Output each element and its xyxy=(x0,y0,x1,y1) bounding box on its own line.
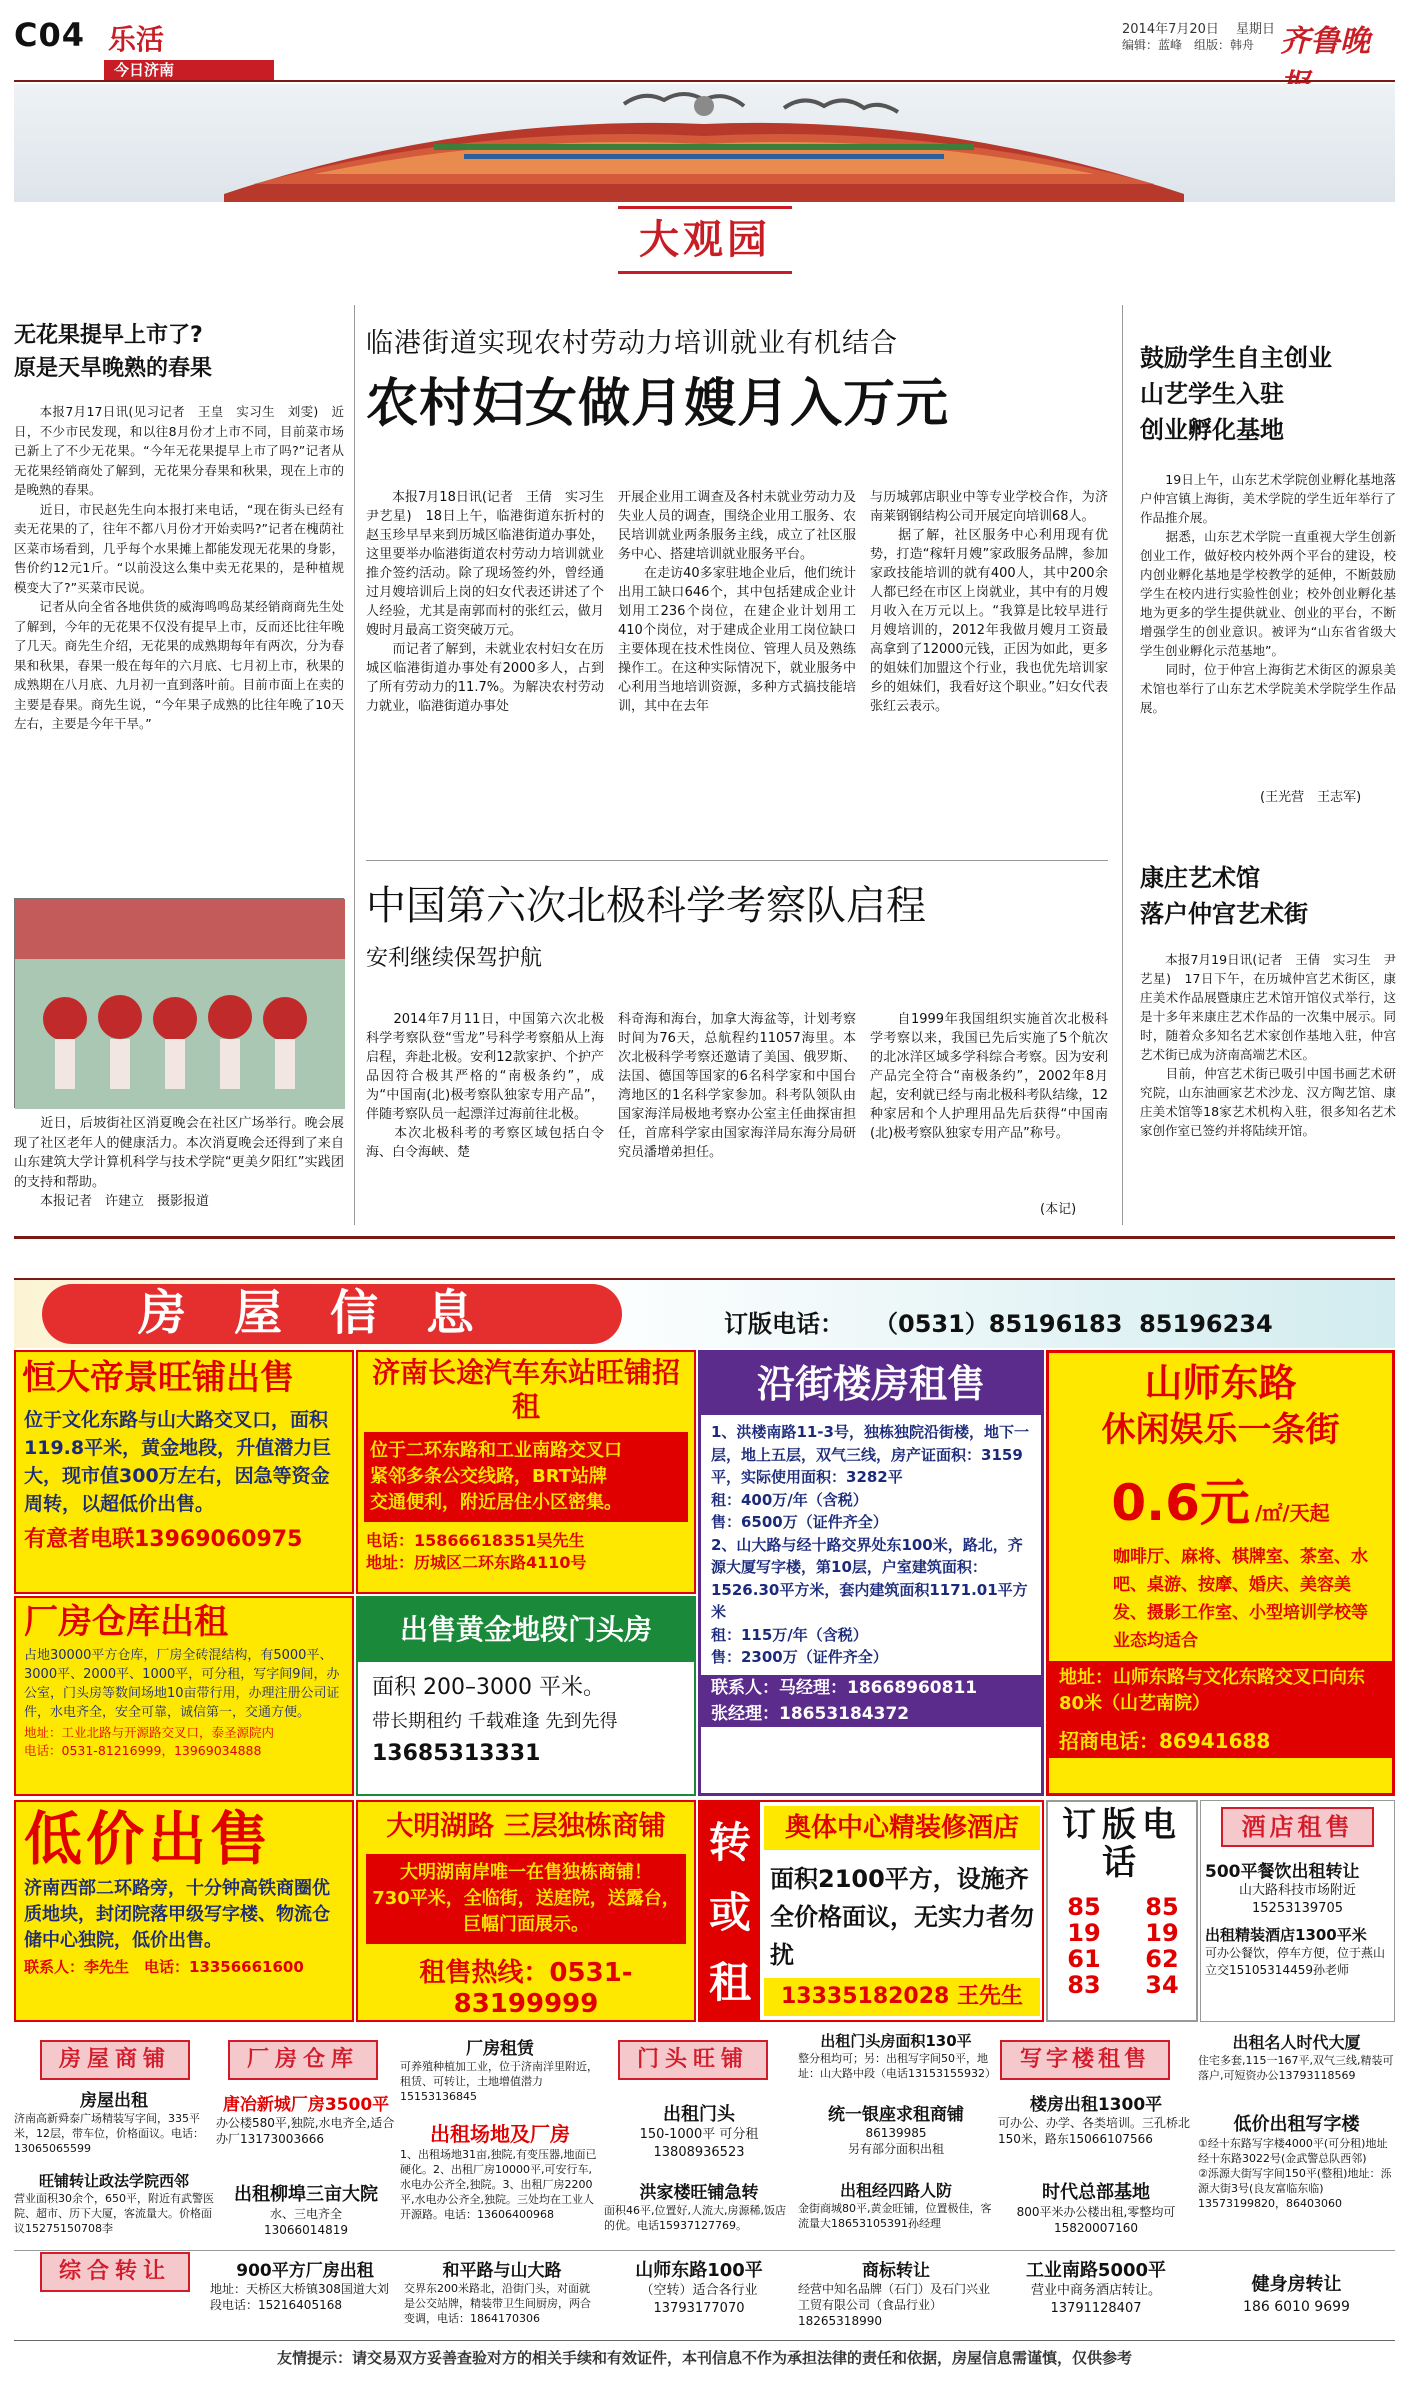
ad-gold-storefront[interactable] xyxy=(356,1596,696,1796)
ad-street-building-title: 沿街楼房租售 xyxy=(701,1353,1041,1415)
editors: 编辑：蓝峰 组版：韩舟 xyxy=(1122,38,1255,52)
class-head-housing: 房屋商铺 xyxy=(40,2040,190,2080)
ad-shanshi-phone: 招商电话：86941688 xyxy=(1049,1721,1392,1758)
article-arctic-col1: 2014年7月11日，中国第六次北极科学考察队登“雪龙”号科学考察船从上海启程，奔赴北极。安利12款家护、个护产品因符合极其严格的“南极条约”，成为“中国南(北)极考察队独家专用产品”，伴随考察队员一起漂洋过海前往北极。 本次北极科考的考察区域包括白令海、白令海峡、楚 xyxy=(366,1012,604,1160)
classified-item[interactable] xyxy=(798,2030,994,2096)
article-kangzhuang-headline: 康庄艺术馆 落户仲宫艺术街 xyxy=(1140,864,1308,928)
classified-title: 出租门头房面积130平 xyxy=(820,2032,972,2050)
ad-street-building[interactable] xyxy=(698,1350,1044,1796)
bottom-row-rule xyxy=(14,2250,1395,2251)
ad-shanshi-address: 地址：山师东路与文化东路交叉口向东80米（山艺南院） xyxy=(1049,1661,1392,1721)
ad-hotel-item1-title: 500平餐饮出租转让 xyxy=(1205,1862,1360,1882)
transfer-item[interactable] xyxy=(210,2256,400,2336)
classified-item[interactable] xyxy=(216,2090,396,2160)
ad-station-body: 位于二环东路和工业南路交叉口 紧邻多条公交线路，BRT站牌 交通便利，附近居住小区密集。 xyxy=(364,1432,688,1522)
class-head-transfer: 综合转让 xyxy=(40,2252,190,2292)
classified-title: 统一银座求租商铺 xyxy=(828,2105,964,2125)
ad-gold-phone: 13685313331 xyxy=(372,1741,541,1766)
transfer-item[interactable] xyxy=(998,2256,1194,2336)
classified-body: 86139985 另有部分面积出租 xyxy=(847,2126,944,2156)
transfer-item[interactable] xyxy=(604,2256,794,2336)
ad-street-building-contact1: 联系人：马经理：18668960811 xyxy=(701,1675,1041,1701)
dancers-image xyxy=(15,899,345,1109)
housing-phone-label: 订版电话： xyxy=(724,1310,844,1338)
housing-banner xyxy=(14,1278,1395,1348)
photo-caption: 近日，后坡街社区消夏晚会在社区广场举行。晚会展现了社区老年人的健康活力。本次消夏晚会还得到了来自山东建筑大学计算机科学与技术学院“更美夕阳红”实践团的支持和帮助。 本报记者 许建立 摄影报道 xyxy=(14,1116,344,1209)
class-head-factory: 厂房仓库 xyxy=(228,2040,378,2080)
classified-body: 150-1000平 可分租 13808936523 xyxy=(639,2127,759,2160)
transfer-title: 工业南路5000平 xyxy=(1025,2260,1167,2281)
article-art-incubator-headline: 鼓励学生自主创业 山艺学生入驻 创业孵化基地 xyxy=(1140,344,1332,444)
housing-phone-value: （0531）85196183 85196234 xyxy=(874,1310,1273,1338)
ad-shanshi-price-row xyxy=(1049,1463,1392,1535)
classified-item[interactable] xyxy=(998,2090,1194,2170)
article-yuesao-col1: 本报7月18日讯(记者 王倩 实习生 尹艺星) 18日上午，临港街道东折村的赵玉珍早早来到历城区临港街道办事处，这里要举办临港街道农村劳动力培训就业推介签约活动。除了现场签约外，曾经通过月嫂培训后上岗的妇女代表还讲述了个人经验，尤其是南郭而村的张红云，做月嫂时月最高工资突破万元。 而记者了解到，未就业农村妇女在历城区临港街道办事处有2000多人，占到了所有劳动力的11.7%。为解决农村劳动力就业，临港街道办事处 xyxy=(366,490,604,714)
classified-title: 楼房出租1300平 xyxy=(1029,2095,1163,2115)
transfer-body: 交界东200米路北，沿街门头，对面就是公交站牌，精装带卫生间厨房，两合变调，电话：1864170306 xyxy=(404,2282,591,2325)
transfer-title: 商标转让 xyxy=(862,2261,930,2281)
classified-item[interactable] xyxy=(1198,2110,1395,2248)
ad-hotel-item1-body: 山大路科技市场附近 15253139705 xyxy=(1238,1883,1356,1916)
article-arctic-headline: 中国第六次北极科学考察队启程 xyxy=(366,883,926,929)
pavilion-roof-image xyxy=(14,84,1395,202)
column-banner xyxy=(14,84,1395,202)
classified-title: 出租场地及厂房 xyxy=(430,2122,570,2146)
page-header xyxy=(14,16,1395,79)
banner-title-box xyxy=(618,206,792,274)
classified-item[interactable] xyxy=(998,2178,1194,2248)
ad-factory-title: 厂房仓库出租 xyxy=(24,1602,228,1642)
classified-body: 济南高新舜泰广场精装写字间，335平米，12层，带车位，价格面议。电话：13065065599 xyxy=(14,2112,204,2155)
ad-long-distance-station[interactable] xyxy=(356,1350,696,1594)
article-arctic-col3: 自1999年我国组织实施首次北极科学考察以来，我国已先后实施了5个航次的北冰洋区域多学科综合考察。因为安利产品完全符合“南极条约”，2002年8月起，安利就已经与南北极科考队结缘，12种家居和个人护理用品先后获得“中国南(北)极考察队独家专用产品”称号。 xyxy=(870,1012,1108,1141)
article-kangzhuang-body: 本报7月19日讯(记者 王倩 实习生 尹艺星) 17日下午，在历城仲宫艺术街区，康庄美术作品展暨康庄艺术馆开馆仪式举行，这是十多年来康庄艺术作品的一次集中展示。同时，随着众多知名艺术家创作基地入驻，仲宫艺术街已成为济南高端艺术区。 目前，仲宫艺术街已吸引中国书画艺术研究院，山东油画家艺术沙龙、汉方陶艺馆、康庄美术馆等18家艺术机构入驻，很多知名艺术家创作室已签约并将陆续开馆。 xyxy=(1140,952,1396,1138)
article-arctic-col2: 科奇海和海台，加拿大海盆等，计划考察时间为76天，总航程约11057海里。本次北极科学考察还邀请了美国、俄罗斯、法国、德国等国家的6名科学家和中国台湾地区的1名科学家参加。科考队领队由国家海洋局极地考察办公室主任曲探宙担任，首席科学家由国家海洋局东海分局研究员潘增弟担任。 xyxy=(618,1012,856,1160)
ad-daming-body: 大明湖南岸唯一在售独栋商铺！ 730平米，全临街，送庭院，送露台，巨幅门面展示。 xyxy=(366,1854,686,1944)
classified-body: 整分租均可；另：出租写字间50平，地址：山大路中段（电话13153155932） xyxy=(798,2052,996,2080)
classified-item[interactable] xyxy=(798,2178,994,2248)
ad-low-price-body: 济南西部二环路旁，十分钟高铁商圈优质地块，封闭院落甲级写字楼、物流仓储中心独院，低价出售。 xyxy=(24,1878,330,1951)
ad-hotel-item2-body: 可办公餐饮，停车方便，位于燕山立交15105314459孙老师 xyxy=(1205,1946,1386,1977)
ad-shanshi-title1: 山师东路 xyxy=(1144,1361,1297,1405)
ad-subscription-title: 订版电话 xyxy=(1062,1805,1182,1883)
classified-title: 洪家楼旺铺急转 xyxy=(639,2183,759,2203)
ad-hengda-shop[interactable] xyxy=(14,1350,354,1594)
classified-body: 营业面积30余个，650平，附近有武警医院、超市、历下大厦，客流量大。价格面议15275150708李 xyxy=(14,2192,214,2235)
classified-item[interactable] xyxy=(400,2118,600,2248)
classified-title: 旺铺转让政法学院西邻 xyxy=(38,2172,189,2190)
classified-body: 水、三电齐全 13066014819 xyxy=(264,2207,348,2237)
banner-title: 大观园 xyxy=(639,216,771,263)
ad-station-contact: 电话：15866618351吴先生 地址：历城区二环东路4110号 xyxy=(366,1531,587,1572)
ad-subscription-phone[interactable] xyxy=(1046,1800,1198,2022)
classified-item[interactable] xyxy=(798,2100,994,2170)
ad-daming-lake-shop[interactable] xyxy=(356,1800,696,2022)
article-fig-headline1: 无花果提早上市了? xyxy=(14,323,203,348)
ad-factory-body: 占地30000平方仓库，厂房全砖混结构，有5000平、3000平、2000平、1000平，可分租，写字间9间，办公室，门头房等数间场地10亩带行用，办理注册公司证件，水电齐全，安全可靠，诚信第一，交通方便。 xyxy=(24,1648,340,1720)
ad-hotel-lease-head: 酒店租售 xyxy=(1221,1807,1374,1847)
ad-shanshi-title2: 休闲娱乐一条街 xyxy=(1101,1410,1340,1450)
ad-olympic-phone: 13335182028 王先生 xyxy=(764,1978,1040,2016)
classified-item[interactable] xyxy=(216,2180,396,2250)
ad-hotel-item2-title: 出租精装酒店1300平米 xyxy=(1205,1926,1367,1944)
ad-factory-contact: 地址：工业北路与开源路交叉口，泰圣源院内 电话：0531-81216999，13969034888 xyxy=(24,1725,275,1758)
ad-hengda-contact: 有意者电联13969060975 xyxy=(24,1527,303,1552)
header-rule xyxy=(14,80,1395,82)
ad-street-building-contact2: 张经理：18653184372 xyxy=(701,1701,1041,1727)
ad-daming-title: 大明湖路 三层独栋商铺 xyxy=(386,1811,666,1842)
column-divider-left xyxy=(354,305,355,1225)
classified-body: 可办公、办学、各类培训。三孔桥北150米，路东15066107566 xyxy=(998,2116,1191,2146)
ad-low-price-sale[interactable] xyxy=(14,1800,354,2022)
classified-title: 唐冶新城厂房3500平 xyxy=(222,2095,390,2115)
article-yuesao-col2: 开展企业用工调查及各村未就业劳动力及失业人员的调查，围绕企业用工服务、农民培训就业两条服务主线，成立了社区服务中心、搭建培训就业服务平台。 在走访40多家驻地企业后，他们统计出用工缺口646个，其中包括建成企业计划用工236个岗位，在建企业计划用工410个岗位，对于建成企业用工岗位缺口主要体现在技术性岗位、管理人员及熟练操作工。在这种实际情况下，就业服务中心利用当地培训资源，多种方式搞技能培训，其中在去年 xyxy=(618,490,856,714)
community-dance-photo xyxy=(14,898,344,1108)
article-art-incubator-credit: (王光营 王志军) xyxy=(1260,790,1362,805)
transfer-item[interactable] xyxy=(798,2256,994,2336)
class-head-storefront: 门头旺铺 xyxy=(618,2040,768,2080)
classified-body: 800平米办公楼出租,零整均可 15820007160 xyxy=(1016,2205,1176,2235)
footer-notice: 友情提示：请交易双方妥善查验对方的相关手续和有效证件，本刊信息不作为承担法律的责任和依据，房屋信息需谨慎，仅供参考 xyxy=(276,2349,1132,2367)
classified-body: 面积46平,位置好,人流大,房源稀,饭店的优。电话15937127769。 xyxy=(604,2204,786,2232)
ad-shanshi-price: 0.6元 xyxy=(1111,1474,1250,1532)
transfer-item[interactable] xyxy=(404,2256,600,2336)
ad-street-building-body: 1、洪楼南路11-3号，独栋独院沿街楼，地下一层，地上五层，双气三线，房产证面积：3159平，实际使用面积：3282平 租：400万/年（含税） 售：6500万（证件齐全） 2、山大路与经十路交界处东100米，路北，齐源大厦写字楼，第10层，户室建筑面积：1526.30平方米，套内建筑面积1171.01平方米 租：115万/年（含税） 售：2300万（证件齐全） xyxy=(711,1423,1029,1666)
ad-low-price-title: 低价出售 xyxy=(24,1805,273,1873)
article-arctic-credit: (本记) xyxy=(1040,1202,1077,1217)
ad-olympic-body: 面积2100平方，设施齐全价格面议，无实力者勿扰 xyxy=(770,1865,1034,1969)
article-yuesao-col3: 与历城郭店职业中等专业学校合作，为济南莱钢钢结构公司开展定向培训68人。 据了解，社区服务中心利用现有优势，打造“稼轩月嫂”家政服务品牌，参加家政技能培训的就有400人，其中200余人都已经在市区上岗就业，其中有的月嫂月收入在万元以上。“我算是比较早进行月嫂培训的，2012年我做月嫂月工资最高拿到了12000元钱，正因为如此，更多的姐妹们加盟这个行业，我也优先培训家乡的姐妹们，我看好这个职业。”妇女代表张红云表示。 xyxy=(870,490,1108,714)
ad-station-title: 济南长途汽车东站旺铺招租 xyxy=(371,1356,680,1423)
issue-date: 2014年7月20日 xyxy=(1122,22,1219,37)
classified-item[interactable] xyxy=(604,2100,794,2170)
classified-body: 办公楼580平,独院,水电齐全,适合办厂13173003666 xyxy=(216,2116,395,2146)
issue-weekday: 星期日 xyxy=(1236,22,1276,37)
transfer-body: 地址：天桥区大桥镇308国道大刘段电话：15216405168 xyxy=(210,2282,389,2312)
classified-body: 1、出租场地31亩,独院,有变压器,地面已硬化。2、出租厂房10000平,可安行车,水电办公齐全,独院。3、出租厂房2200平,水电办公齐全,独院。三处均在工业人开源路。电话：13606400968 xyxy=(400,2148,597,2221)
classified-title: 出租门头 xyxy=(663,2104,735,2125)
classified-title: 出租柳埠三亩大院 xyxy=(234,2184,378,2205)
article-yuesao-headline: 农村妇女做月嫂月入万元 xyxy=(366,374,950,434)
ad-hotel-lease[interactable] xyxy=(1200,1800,1395,2022)
transfer-title: 山师东路100平 xyxy=(635,2260,763,2281)
classified-body: 可养殖种植加工业，位于济南洋里附近，租赁、可转让，土地增值潜力15153136845 xyxy=(400,2060,598,2103)
ad-olympic-hotel[interactable] xyxy=(698,1800,1044,2022)
classified-body: ①经十东路写字楼4000平(可分租)地址经十东路3022号(金武警总队西邻) ②泺源大街写字间150平(整租)地址：泺源大街3号(良友富临东临) 13573199820，86403060 xyxy=(1198,2137,1392,2210)
classified-title: 时代总部基地 xyxy=(1042,2182,1150,2203)
masthead-logo: 齐鲁晚 xyxy=(1280,24,1370,59)
housing-title: 房屋信息 xyxy=(137,1285,522,1341)
classified-title: 出租经四路人防 xyxy=(839,2181,952,2200)
article-arctic-subhead: 安利继续保驾护航 xyxy=(366,946,543,971)
article-fig-headline2: 原是天旱晚熟的春果 xyxy=(14,356,213,381)
classified-body: 金街商城80平,黄金旺铺，位置极佳，客流量大18653105391孙经理 xyxy=(798,2202,992,2230)
ad-gold-area: 面积 200–3000 平米。 xyxy=(372,1675,605,1700)
classified-item[interactable] xyxy=(400,2034,600,2114)
transfer-item[interactable] xyxy=(1198,2270,1395,2330)
classified-title: 房屋出租 xyxy=(80,2091,148,2111)
transfer-body: （空转）适合各行业 13793177070 xyxy=(640,2283,758,2316)
classified-body: 住宅多套,115一167平,双气三线,精装可落户,可短资办公13793118569 xyxy=(1198,2054,1394,2082)
classified-item[interactable] xyxy=(604,2178,794,2248)
classified-title: 出租名人时代大厦 xyxy=(1232,2033,1361,2052)
ad-factory-warehouse[interactable] xyxy=(14,1596,354,1796)
ad-daming-phone: 租售热线：0531-83199999 xyxy=(419,1958,633,2019)
transfer-title: 和平路与山大路 xyxy=(442,2261,562,2281)
ad-shanshi-unit: /㎡/天起 xyxy=(1255,1501,1330,1525)
article-divider xyxy=(366,860,1108,861)
classified-item[interactable] xyxy=(14,2170,214,2250)
ad-shanshi-body: 咖啡厅、麻将、棋牌室、茶室、水吧、桌游、按摩、婚庆、美容美发、摄影工作室、小型培训学校等业态均适合 xyxy=(1113,1547,1368,1651)
classified-title: 低价出租写字楼 xyxy=(1233,2114,1360,2135)
transfer-title: 健身房转让 xyxy=(1251,2274,1342,2295)
ad-subscription-num2: 85196234 xyxy=(1145,1893,1179,1999)
class-head-office: 写字楼租售 xyxy=(1000,2040,1170,2080)
subsection-name: 今日济南 xyxy=(114,61,175,79)
column-divider-right xyxy=(1122,305,1123,1225)
section-rule xyxy=(14,1236,1395,1239)
footer-rule xyxy=(14,2340,1395,2341)
ad-hengda-title: 恒大帝景旺铺出售 xyxy=(22,1358,294,1398)
ad-gold-title: 出售黄金地段门头房 xyxy=(358,1598,694,1662)
article-yuesao-kicker: 临港街道实现农村劳动力培训就业有机结合 xyxy=(366,328,898,359)
classified-item[interactable] xyxy=(14,2086,214,2166)
classified-title: 厂房租赁 xyxy=(466,2039,534,2059)
ad-olympic-side: 转或租 xyxy=(700,1802,760,2020)
section-name: 乐活 xyxy=(108,23,165,56)
transfer-title: 900平方厂房出租 xyxy=(236,2261,374,2281)
transfer-body: 经营中知名品牌（石门）及石门兴业工贸有限公司（食品行业）18265318990 xyxy=(798,2282,991,2328)
classified-item[interactable] xyxy=(1198,2030,1395,2106)
ad-subscription-num1: 85196183 xyxy=(1067,1893,1101,1999)
ad-hengda-body: 位于文化东路与山大路交叉口，面积119.8平米，黄金地段，升值潜力巨大，现市值300万左右，因急等资金周转，以超低价出售。 xyxy=(24,1409,332,1515)
transfer-body: 营业中商务酒店转让。 13791128407 xyxy=(1030,2283,1161,2316)
article-art-incubator-body: 19日上午，山东艺术学院创业孵化基地落户仲宫镇上海街，美术学院的学生近年举行了作品推介展。 据悉，山东艺术学院一直重视大学生创新创业工作，做好校内校外两个平台的建设，校内创业孵化基地是学校教学的延伸，不断鼓励学生在校内进行实验性创业；校外创业孵化基地为更多的学生提供就业、创业的平台，不断增强学生的创业意识。被评为“山东省省级大学生创业孵化示范基地”。 同时，位于仲宫上海街艺术街区的源泉美术馆也举行了山东艺术学院美术学院学生作品展。 xyxy=(1140,472,1396,715)
ad-shanshi-east-road[interactable] xyxy=(1046,1350,1395,1796)
ad-low-price-contact: 联系人：李先生 电话：13356661600 xyxy=(24,1958,304,1976)
page-code: C04 xyxy=(14,16,86,54)
transfer-body: 186 6010 9699 xyxy=(1243,2299,1350,2315)
ad-gold-body: 带长期租约 千载难逢 先到先得 xyxy=(372,1711,618,1732)
article-fig-body: 本报7月17日讯(见习记者 王皇 实习生 刘雯) 近日，不少市民发现，和以往8月份才上市不同，目前菜市场已新上了不少无花果。“今年无花果提早上市了吗?”记者从无花果经销商处了解到，无花果分春果和秋果，现在上市的是晚熟的春果。 近日，市民赵先生向本报打来电话，“现在街头已经有卖无花果的了，往年不都八月份才开始卖吗?”记者在槐荫社区菜市场看到，几乎每个水果摊上都能发现无花果的身影，售价约12元1斤。“以前没这么集中卖无花果的，是种植规模变大了?”买菜市民说。 记者从向全省各地供货的威海鸣鸣岛某经销商商先生处了解到，今年的无花果不仅没有提早上市，反而还比往年晚了几天。商先生介绍，无花果的成熟期每年有两次，分为春果和秋果，春果一般在每年的六月底、七月初上市，秋果的成熟期在八月底、九月初一直到落叶前。目前市面上在卖的主要是春果。商先生说，“今年果子成熟的比往年晚了10天左右，主要是今年干旱。” xyxy=(14,404,344,731)
ad-olympic-title: 奥体中心精装修酒店 xyxy=(764,1806,1040,1850)
